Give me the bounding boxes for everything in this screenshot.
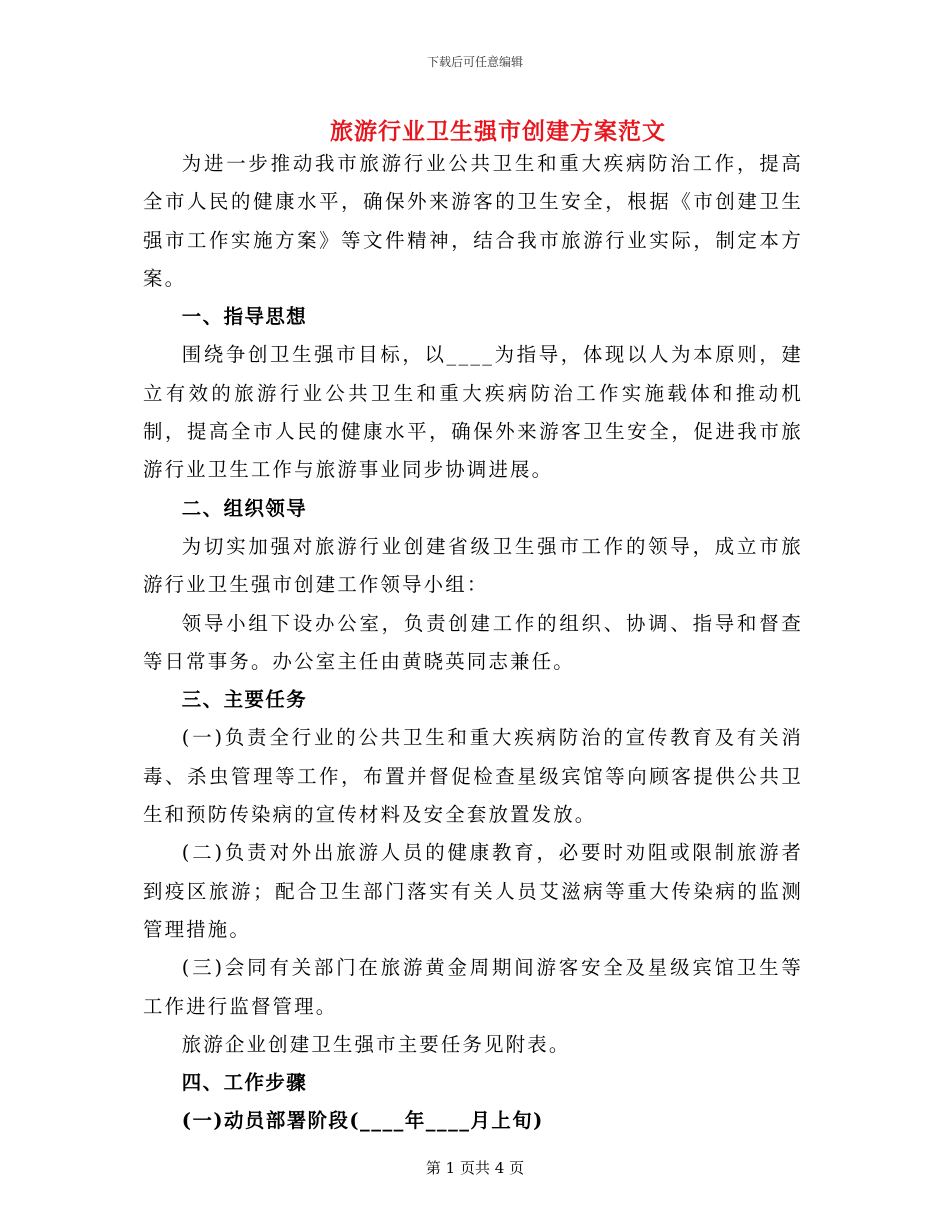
- paragraph-task-2: (二)负责对外出旅游人员的健康教育，必要时劝阻或限制旅游者到疫区旅游；配合卫生部门落实有关人员艾滋病等重大传染病的监测管理措施。: [143, 841, 803, 941]
- paragraph-leadership-office: 领导小组下设办公室，负责创建工作的组织、协调、指导和督查等日常事务。办公室主任由黄晓英同志兼任。: [143, 611, 803, 673]
- paragraph-intro: 为进一步推动我市旅游行业公共卫生和重大疾病防治工作，提高全市人民的健康水平，确保外来游客的卫生安全，根据《市创建卫生强市工作实施方案》等文件精神，结合我市旅游行业实际，制定本方案。: [143, 152, 803, 290]
- paragraph-task-3: (三)会同有关部门在旅游黄金周期间游客安全及星级宾馆卫生等工作进行监督管理。: [143, 956, 803, 1018]
- paragraph-task-1: (一)负责全行业的公共卫生和重大疾病防治的宣传教育及有关消毒、杀虫管理等工作，布置并督促检查星级宾馆等向顾客提供公共卫生和预防传染病的宣传材料及安全套放置发放。: [143, 726, 803, 827]
- section-heading-main-tasks: 三、主要任务: [181, 688, 308, 712]
- header-note: 下载后可任意编辑: [426, 55, 523, 69]
- section-heading-work-steps: 四、工作步骤: [181, 1071, 308, 1095]
- page-number: 第 1 页共 4 页: [425, 1159, 525, 1177]
- subheading-mobilization-stage: (一)动员部署阶段(____年____月上旬): [181, 1109, 544, 1133]
- document-body: [143, 145, 803, 1141]
- paragraph-task-appendix: 旅游企业创建卫生强市主要任务见附表。: [181, 1032, 571, 1056]
- document-title: 旅游行业卫生强市创建方案范文: [330, 118, 666, 145]
- paragraph-leadership-group: 为切实加强对旅游行业创建省级卫生强市工作的领导，成立市旅游行业卫生强市创建工作领导小组：: [143, 534, 803, 597]
- paragraph-guiding-ideology: 围绕争创卫生强市目标，以____为指导，体现以人为本原则，建立有效的旅游行业公共卫生和重大疾病防治工作实施载体和推动机制，提高全市人民的健康水平，确保外来游客卫生安全，促进我市旅游行业卫生工作与旅游事业同步协调进展。: [143, 343, 803, 482]
- section-heading-leadership: 二、组织领导: [181, 496, 308, 520]
- section-heading-guiding-ideology: 一、指导思想: [181, 305, 308, 329]
